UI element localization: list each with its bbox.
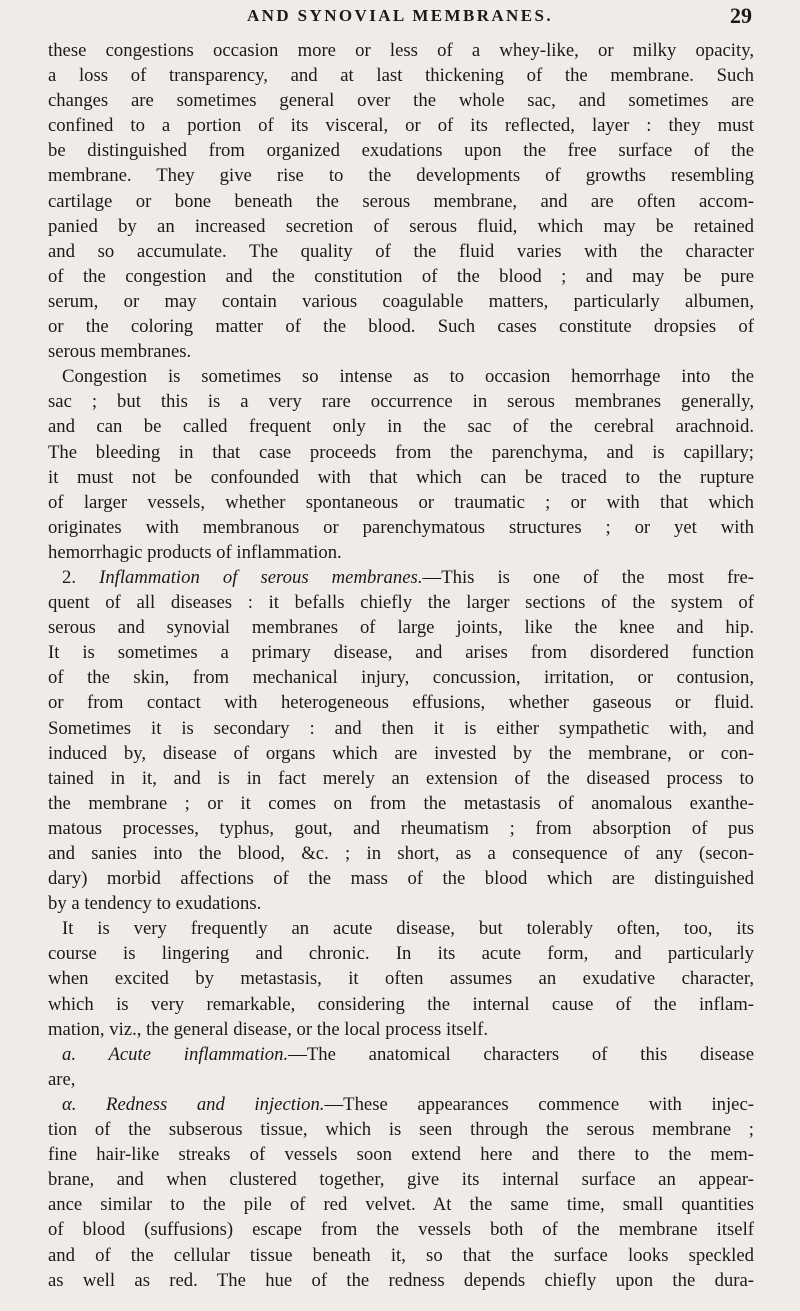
text-line: it must not be confounded with that which can be traced to the rupture (48, 466, 754, 488)
text-line: fine hair-like streaks of vessels soon extend here and there to the mem- (48, 1144, 754, 1166)
section-heading: Inflammation of serous membranes. (99, 566, 423, 588)
text-line: hemorrhagic products of inflammation. (48, 541, 342, 563)
text-line: matous processes, typhus, gout, and rheumatism ; from absorption of pus (48, 817, 754, 839)
body-text (48, 38, 754, 1293)
text-line: serum, or may contain various coagulable matters, particularly albumen, (48, 290, 754, 312)
text-line: tion of the subserous tissue, which is seen through the serous membrane ; (48, 1119, 754, 1141)
text-line: serous and synovial membranes of large joints, like the knee and hip. (48, 617, 754, 639)
text-line: or the coloring matter of the blood. Such cases constitute dropsies of (48, 316, 754, 338)
text-line: quent of all diseases : it befalls chiefly the larger sections of the system of (48, 592, 754, 614)
text-line: induced by, disease of organs which are invested by the membrane, or con- (48, 742, 754, 764)
running-head (48, 3, 752, 30)
line-text: —These appearances commence with injec- (324, 1093, 754, 1115)
text-line: sac ; but this is a very rare occurrence in serous membranes generally, (48, 391, 754, 413)
text-line: and can be called frequent only in the sac of the cerebral arachnoid. (48, 416, 754, 438)
text-line: mation, viz., the general disease, or the local process itself. (48, 1018, 489, 1040)
section-heading: Redness and injection. (106, 1093, 325, 1115)
text-line: serous membranes. (48, 341, 192, 363)
line-prefix: a. (62, 1043, 109, 1065)
text-line: ance similar to the pile of red velvet. At the same time, small quantities (48, 1194, 754, 1216)
text-line: It is very frequently an acute disease, but tolerably often, too, its (62, 918, 754, 940)
text-line: and of the cellular tissue beneath it, so that the surface looks speckled (48, 1244, 754, 1266)
text-line (48, 1092, 754, 1117)
text-line: by a tendency to exudations. (48, 893, 262, 915)
section-heading: Acute inflammation. (108, 1043, 289, 1065)
text-line: confined to a portion of its visceral, or of its reflected, layer : they must (48, 115, 754, 137)
text-line: be distinguished from organized exudations upon the free surface of the (48, 140, 754, 162)
text-line: course is lingering and chronic. In its acute form, and particularly (48, 943, 754, 965)
line-text: —This is one of the most fre- (422, 566, 755, 588)
text-line: as well as red. The hue of the redness depends chiefly upon the dura- (48, 1269, 754, 1291)
text-line: brane, and when clustered together, give its internal surface an appear- (48, 1169, 754, 1191)
text-line: membrane. They give rise to the developments of growths resembling (48, 165, 754, 187)
text-line: or from contact with heterogeneous effusions, whether gaseous or fluid. (48, 692, 754, 714)
text-line: these congestions occasion more or less of a whey-like, or milky opacity, (48, 40, 754, 61)
text-line: of larger vessels, whether spontaneous or traumatic ; or with that which (48, 491, 754, 513)
text-line: dary) morbid affections of the mass of the blood which are distinguished (48, 868, 754, 890)
line-prefix: α. (62, 1093, 107, 1115)
text-line: Sometimes it is secondary : and then it is either sympathetic with, and (48, 717, 754, 739)
text-line: and sanies into the blood, &c. ; in short, as a consequence of any (secon- (48, 843, 754, 864)
line-prefix: 2. (62, 566, 100, 588)
text-line: of the congestion and the constitution of the blood ; and may be pure (48, 265, 754, 287)
running-title: AND SYNOVIAL MEMBRANES. (247, 6, 553, 25)
text-line: are, (48, 1068, 76, 1090)
text-line: panied by an increased secretion of serous fluid, which may be retained (48, 215, 754, 237)
text-line: originates with membranous or parenchymatous structures ; or yet with (48, 516, 754, 538)
text-line: It is sometimes a primary disease, and arises from disordered function (48, 642, 754, 664)
text-line: which is very remarkable, considering the internal cause of the inflam- (48, 993, 754, 1015)
text-line: The bleeding in that case proceeds from the parenchyma, and is capillary; (48, 441, 754, 463)
text-line: the membrane ; or it comes on from the metastasis of anomalous exanthe- (48, 792, 754, 814)
text-line: a loss of transparency, and at last thickening of the membrane. Such (48, 65, 754, 87)
text-line: when excited by metastasis, it often assumes an exudative character, (48, 968, 754, 990)
text-line: Congestion is sometimes so intense as to occasion hemorrhage into the (62, 366, 754, 388)
line-text: —The anatomical characters of this disease (288, 1043, 754, 1065)
text-line (48, 565, 754, 590)
text-line: cartilage or bone beneath the serous membrane, and are often accom- (48, 190, 754, 212)
text-line: of blood (suffusions) escape from the vessels both of the membrane itself (48, 1219, 754, 1241)
text-line: changes are sometimes general over the whole sac, and sometimes are (48, 90, 754, 112)
text-line: and so accumulate. The quality of the fluid varies with the character (48, 240, 754, 262)
text-line: tained in it, and is in fact merely an extension of the diseased process to (48, 767, 754, 789)
page-number: 29 (730, 3, 752, 28)
text-line (48, 1042, 754, 1067)
text-line: of the skin, from mechanical injury, concussion, irritation, or contusion, (48, 667, 754, 689)
